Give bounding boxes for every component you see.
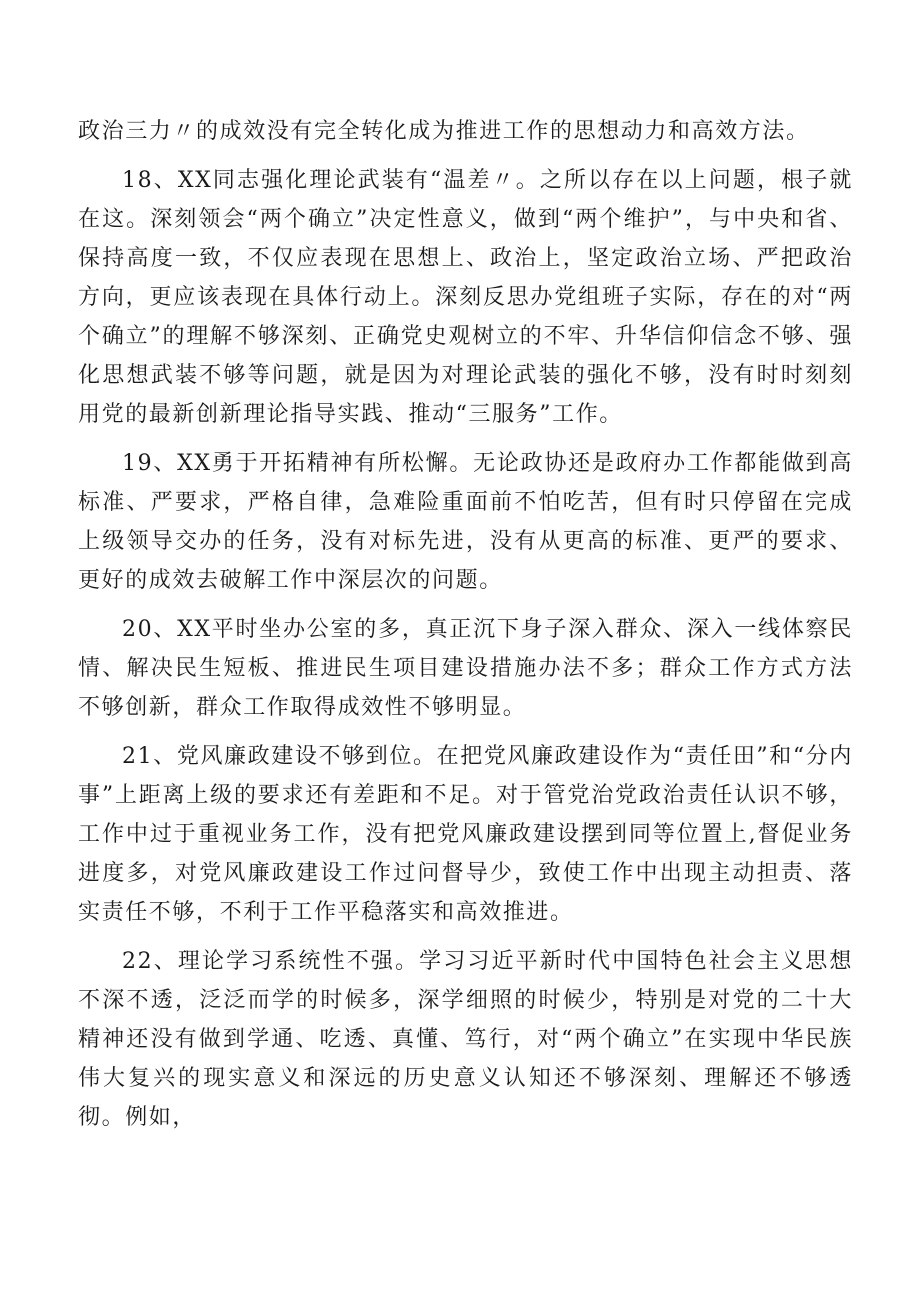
paragraph-continuation: 政治三力〃的成效没有完全转化成为推进工作的思想动力和高效方法。 (78, 119, 810, 144)
paragraph-item-19: 19、XX勇于开拓精神有所松懈。无论政协还是政府办工作都能做到高标准、严要求，严格自律，急难险重面前不怕吃苦，但有时只停留在完成上级领导交办的任务，没有对标先进，没有从更高的标准、更严的要求、更好的成效去破解工作中深层次的问题。 (78, 451, 853, 593)
paragraph-item-20: 20、XX平时坐办公室的多，真正沉下身子深入群众、深入一线体察民情、解决民生短板、推进民生项目建设措施办法不多；群众工作方式方法不够创新，群众工作取得成效性不够明显。 (78, 617, 853, 720)
paragraph-item-21: 21、党风廉政建设不够到位。在把党风廉政建设作为“责任田”和“分内事”上距离上级的要求还有差距和不足。对于管党治党政治责任认识不够，工作中过于重视业务工作，没有把党风廉政建设摆到同等位置上,督促业务进度多，对党风廉政建设工作过问督导少，致使工作中出现主动担责、落实责任不够，不利于工作平稳落实和高效推进。 (78, 744, 853, 925)
document-body (78, 112, 853, 1147)
paragraph-item-22: 22、理论学习系统性不强。学习习近平新时代中国特色社会主义思想不深不透，泛泛而学的时候多，深学细照的时候少，特别是对党的二十大精神还没有做到学通、吃透、真懂、笃行，对“两个确立”在实现中华民族伟大复兴的现实意义和深远的历史意义认知还不够深刻、理解还不够透彻。例如， (78, 949, 853, 1130)
paragraph-item-18: 18、XX同志强化理论武装有“温差〃。之所以存在以上问题，根子就在这。深刻领会“两个确立”决定性意义，做到“两个维护”，与中央和省、保持高度一致，不仅应表现在思想上、政治上，坚定政治立场、严把政治方向，更应该表现在具体行动上。深刻反思办党组班子实际，存在的对“两个确立”的理解不够深刻、正确党史观树立的不牢、升华信仰信念不够、强化思想武装不够等问题，就是因为对理论武装的强化不够，没有时时刻刻用党的最新创新理论指导实践、推动“三服务”工作。 (78, 168, 853, 427)
